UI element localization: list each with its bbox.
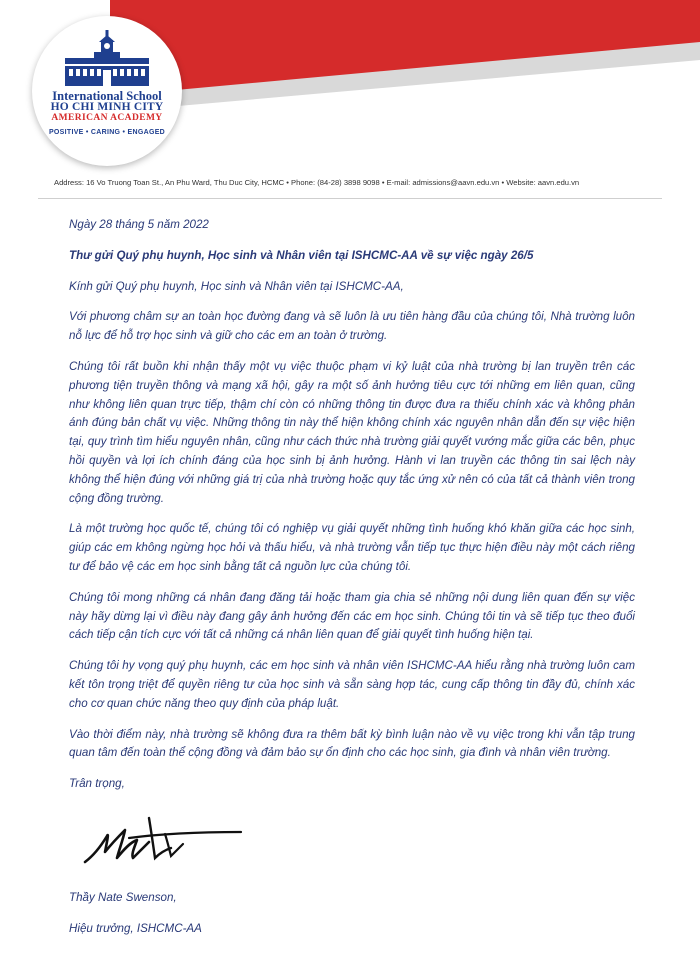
letter-salutation: Kính gửi Quý phụ huynh, Học sinh và Nhân viên tại ISHCMC-AA, (69, 279, 404, 293)
letter-subject: Thư gửi Quý phụ huynh, Học sinh và Nhân viên tại ISHCMC-AA về sự việc ngày 26/5 (69, 248, 534, 262)
signature-image (79, 812, 249, 870)
school-name-line1: International School (52, 89, 162, 103)
school-name-line2: HO CHI MINH CITY (50, 101, 164, 113)
school-name-line3: AMERICAN ACADEMY (51, 113, 163, 123)
letter-paragraph-1: Với phương châm sự an toàn học đường đang và sẽ luôn là ưu tiên hàng đầu của chúng tôi, Nhà trường luôn nỗ lực để hỗ trợ học sinh và giữ cho các em an toàn ở trường. (69, 310, 635, 343)
signer-name: Thầy Nate Swenson, (69, 890, 177, 904)
letter-paragraph-5: Chúng tôi hy vọng quý phụ huynh, các em học sinh và nhân viên ISHCMC-AA hiểu rằng nhà trường luôn cam kết tôn trọng triệt để quyền riêng tư của học sinh và sẵn sàng hợp tác, cung cấp thông tin đầy đủ, chính xác cho cơ quan chức năng theo quy định của pháp luật. (69, 659, 635, 710)
letter-paragraph-3: Là một trường học quốc tế, chúng tôi có nghiệp vụ giải quyết những tình huống khó khăn giữa các học sinh, giúp các em không ngừng học hỏi và thấu hiểu, và nhà trường vẫn tiếp tục thực hiện điều này một cách riêng tư để bảo vệ các em học sinh bằng tất cả nguồn lực của chúng tôi. (69, 522, 635, 573)
signer-title: Hiệu trưởng, ISHCMC-AA (69, 921, 202, 935)
letter-paragraph-2: Chúng tôi rất buồn khi nhận thấy một vụ việc thuộc phạm vi kỷ luật của nhà trường bị lan truyền trên các phương tiện truyền thông và mạng xã hội, gây ra một số ảnh hưởng tiêu cực tới những em liên quan, cũng như không liên quan trực tiếp, thậm chí còn có những thông tin được đưa ra thiếu chính xác và không phản ánh đúng bản chất vụ việc. Những thông tin này thể hiện không chính xác nguyên nhân dẫn đến sự việc hiện tại, quy trình tìm hiểu nguyên nhân, cũng như cách thức nhà trường giải quyết vướng mắc giữa các bên, phục hồi quyền và lợi ích chính đáng của học sinh bị ảnh hưởng. Hành vi lan truyền các thông tin sai lệch này không thể hiện đúng với những giá trị của nhà trường hoặc quy tắc ứng xử nên có của tất cả thành viên trong cộng đồng trường. (69, 359, 635, 505)
header-divider (38, 198, 662, 199)
letter-closing: Trân trọng, (69, 777, 125, 791)
school-building-icon (61, 30, 153, 88)
letter-body (69, 216, 635, 950)
school-logo (32, 16, 182, 166)
contact-address-bar: Address: 16 Vo Truong Toan St., An Phu Ward, Thu Duc City, HCMC • Phone: (84-28) 3898 9098 • E-mail: admissions@aavn.edu.vn • Website: aavn.edu.vn (54, 178, 580, 187)
letter-paragraph-4: Chúng tôi mong những cá nhân đang đăng tải hoặc tham gia chia sẻ những nội dung liên quan đến sự việc này hãy dừng lại vì điều này đang gây ảnh hưởng đến các em học sinh. Chúng tôi tin và sẽ tiếp tục theo đuổi cách tiếp cận tích cực với tất cả những cá nhân liên quan để giải quyết tình huống hiện tại. (69, 590, 635, 642)
letter-date: Ngày 28 tháng 5 năm 2022 (69, 218, 209, 231)
school-tagline: POSITIVE • CARING • ENGAGED (48, 129, 166, 136)
letter-paragraph-6: Vào thời điểm này, nhà trường sẽ không đưa ra thêm bất kỳ bình luận nào về vụ việc trong khi vẫn tập trung quan tâm đến toàn thể cộng đồng và đảm bảo sự ổn định cho các học sinh, gia đình và nhân viên trường. (69, 727, 635, 760)
